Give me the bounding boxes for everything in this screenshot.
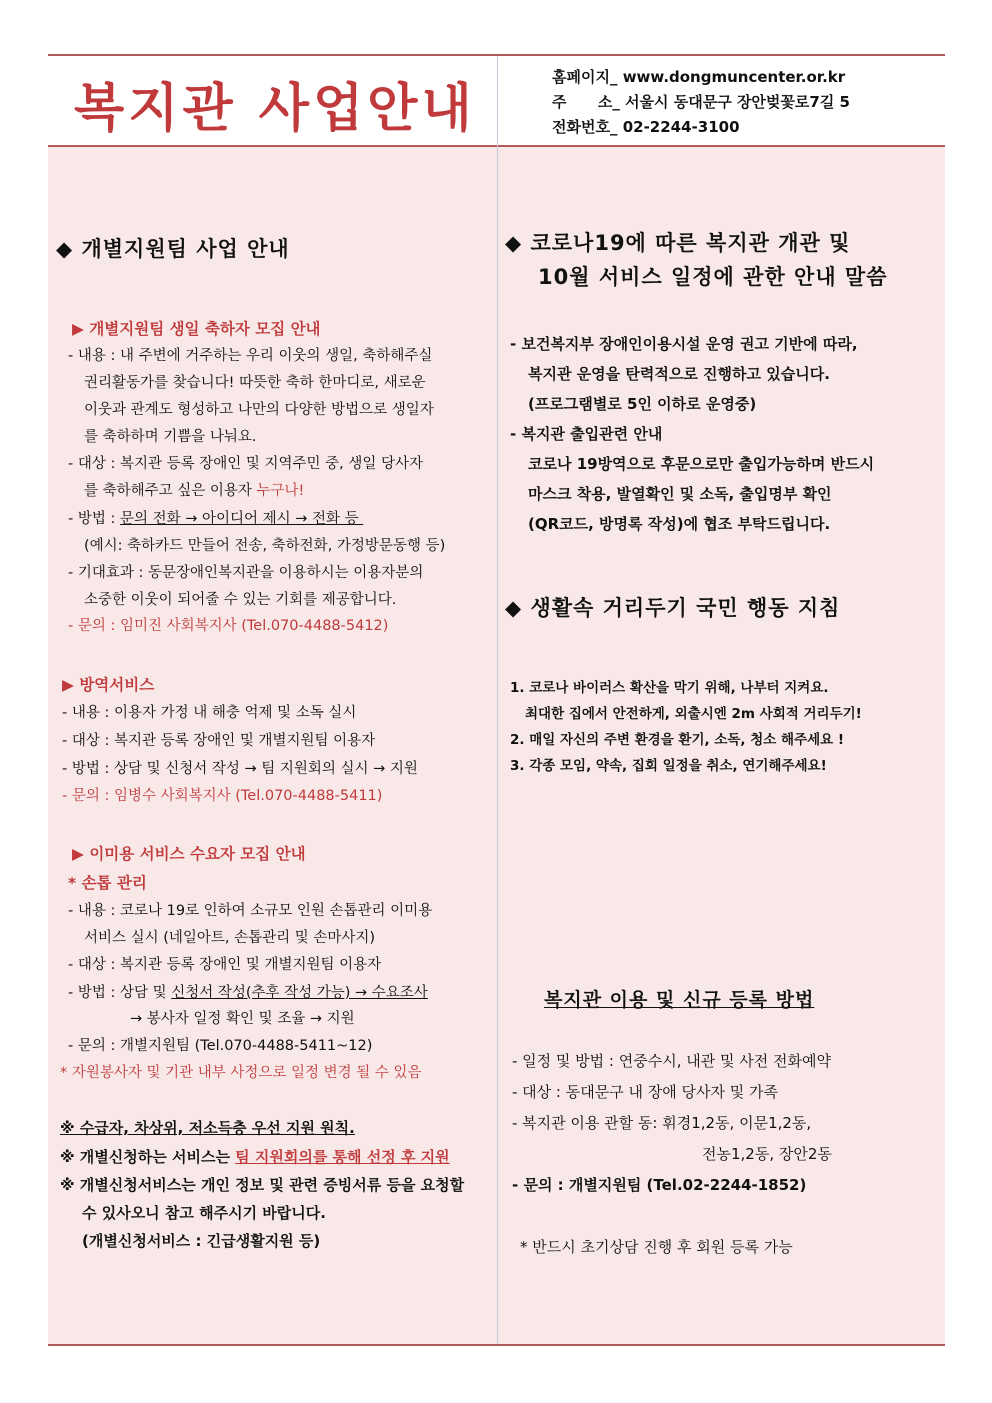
selection-note-highlight: 팀 지원회의를 통해 선정 후 지원 [235,1148,450,1166]
beauty-method-cont: → 봉사자 일정 확인 및 조율 → 지원 [130,1011,355,1027]
birthday-line-2: 권리활동가를 찾습니다! 따뜻한 축하 한마디로, 새로운 [84,375,426,391]
phone-label: 전화번호_ [552,118,618,136]
covid-line-4: - 복지관 출입관련 안내 [510,425,663,443]
distancing-line-1: 1. 코로나 바이러스 확산을 막기 위해, 나부터 지켜요. [510,680,829,696]
documents-note-3: (개별신청서비스 : 긴급생활지원 등) [82,1232,321,1250]
disinfection-line-3: - 방법 : 상담 및 신청서 작성 → 팀 지원회의 실시 → 지원 [62,761,418,777]
address-value: 서울시 동대문구 장안벚꽃로7길 5 [625,93,850,111]
registration-line-2: - 대상 : 동대문구 내 장애 당사자 및 가족 [512,1083,778,1101]
priority-note: ※ 수급자, 차상위, 저소득층 우선 지원 원칙. [60,1119,355,1137]
disinfection-title: ▶ 방역서비스 [62,676,155,694]
beauty-subtitle: * 손톱 관리 [68,874,147,892]
registration-line-1: - 일정 및 방법 : 연중수시, 내관 및 사전 전화예약 [512,1052,831,1070]
diamond-icon: ◆ [505,596,523,620]
beauty-line-2: 서비스 실시 (네일아트, 손톱관리 및 손마사지) [84,930,376,946]
distancing-heading [505,596,841,620]
disinfection-contact: - 문의 : 임병수 사회복지사 (Tel.070-4488-5411) [62,788,383,804]
registration-line-3: - 복지관 이용 관할 동: 휘경1,2동, 이문1,2동, [512,1114,812,1132]
registration-contact: - 문의 : 개별지원팀 (Tel.02-2244-1852) [512,1176,807,1194]
birthday-method-prefix: - 방법 : [68,511,120,527]
covid-line-7: (QR코드, 방명록 작성)에 협조 부탁드립니다. [528,515,831,533]
birthday-line-1: - 내용 : 내 주변에 거주하는 우리 이웃의 생일, 축하해주실 [68,348,433,364]
birthday-method-line [68,510,363,528]
selection-note [60,1148,450,1166]
beauty-line-1: - 내용 : 코로나 19로 인하여 소규모 인원 손톱관리 이미용 [68,903,433,919]
registration-note: * 반드시 초기상담 진행 후 회원 등록 가능 [520,1238,793,1256]
registration-line-4: 전농1,2동, 장안2동 [702,1145,832,1163]
selection-note-prefix: ※ 개별신청하는 서비스는 [60,1148,236,1166]
distancing-heading-text: 생활속 거리두기 국민 행동 지침 [530,596,841,620]
diamond-icon: ◆ [505,231,523,255]
address-line [552,91,850,112]
covid-line-6: 마스크 착용, 발열확인 및 소독, 출입명부 확인 [528,485,832,503]
beauty-method-prefix: - 방법 : 상담 및 [68,985,172,1001]
birthday-target-text: 를 축하해주고 싶은 이용자 [84,483,257,499]
covid-heading-line-1 [505,231,851,255]
birthday-line-5: - 대상 : 복지관 등록 장애인 및 지역주민 중, 생일 당사자 [68,456,423,472]
left-heading [56,237,290,261]
phone-line [552,116,740,137]
covid-heading-line-2: 10월 서비스 일정에 관한 안내 말씀 [538,265,888,289]
birthday-effect-2: 소중한 이웃이 되어줄 수 있는 기회를 제공합니다. [84,592,397,608]
homepage-label: 홈페이지_ [552,68,618,86]
covid-line-1: - 보건복지부 장애인이용시설 운영 권고 기반에 따라, [510,335,858,353]
birthday-line-3: 이웃과 관계도 형성하고 나만의 다양한 방법으로 생일자 [84,402,434,418]
phone-value: 02-2244-3100 [622,118,740,136]
disinfection-line-1: - 내용 : 이용자 가정 내 해충 억제 및 소독 실시 [62,705,357,721]
birthday-target-highlight: 누구나! [256,483,305,499]
column-divider [497,56,498,1344]
covid-line-2: 복지관 운영을 탄력적으로 진행하고 있습니다. [528,365,830,383]
birthday-target-line [84,482,304,500]
homepage-line [552,66,845,87]
beauty-note: * 자원봉사자 및 기관 내부 사정으로 일정 변경 될 수 있음 [60,1065,422,1081]
disinfection-line-2: - 대상 : 복지관 등록 장애인 및 개별지원팀 이용자 [62,733,376,749]
covid-line-3: (프로그램별로 5인 이하로 운영중) [528,395,757,413]
birthday-title: ▶ 개별지원팀 생일 축하자 모집 안내 [72,320,321,338]
beauty-line-3: - 대상 : 복지관 등록 장애인 및 개별지원팀 이용자 [68,957,382,973]
beauty-title: ▶ 이미용 서비스 수요자 모집 안내 [72,845,306,863]
beauty-contact: - 문의 : 개별지원팀 (Tel.070-4488-5411~12) [68,1038,373,1054]
birthday-method-steps: 문의 전화 → 아이디어 제시 → 전화 등 [119,511,364,527]
birthday-effect-1: - 기대효과 : 동문장애인복지관을 이용하시는 이용자분의 [68,565,424,581]
distancing-line-4: 3. 각종 모임, 약속, 집회 일정을 취소, 연기해주세요! [510,758,827,774]
diamond-icon: ◆ [56,237,74,261]
birthday-contact: - 문의 : 임미진 사회복지사 (Tel.070-4488-5412) [68,618,389,634]
birthday-line-4: 를 축하하며 기쁨을 나눠요. [84,429,257,445]
bottom-rule [48,1344,945,1346]
documents-note-2: 수 있사오니 참고 해주시기 바랍니다. [82,1204,326,1222]
beauty-method-line [68,984,428,1002]
homepage-value: www.dongmuncenter.or.kr [622,68,846,86]
beauty-method-steps: 신청서 작성(추후 작성 가능) → 수요조사 [171,985,428,1001]
registration-heading: 복지관 이용 및 신규 등록 방법 [544,989,815,1011]
left-heading-text: 개별지원팀 사업 안내 [81,237,290,261]
documents-note-1: ※ 개별신청서비스는 개인 정보 및 관련 증빙서류 등을 요청할 [60,1176,465,1194]
distancing-line-3: 2. 매일 자신의 주변 환경을 환기, 소독, 청소 해주세요 ! [510,732,845,748]
covid-heading-text: 코로나19에 따른 복지관 개관 및 [530,231,851,255]
page-title: 복지관 사업안내 [74,79,476,139]
notice-page [48,54,945,1346]
covid-line-5: 코로나 19방역으로 후문으로만 출입가능하며 반드시 [528,455,875,473]
birthday-method-example: (예시: 축하카드 만들어 전송, 축하전화, 가정방문동행 등) [84,538,446,554]
distancing-line-2: 최대한 집에서 안전하게, 외출시엔 2m 사회적 거리두기! [525,706,862,722]
address-label: 주 소_ [552,93,620,111]
